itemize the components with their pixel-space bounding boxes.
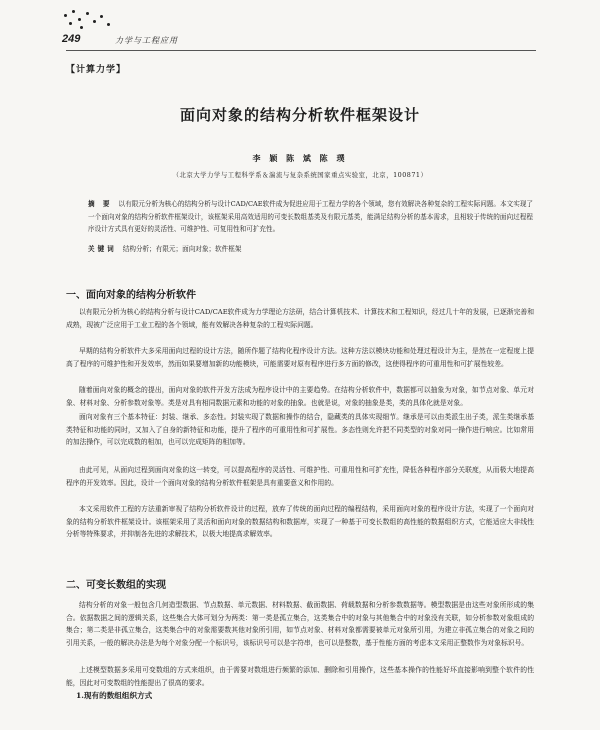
header-decoration-icon	[60, 6, 180, 36]
body-paragraph: 随着面向对象的概念的提出，面向对象的软件开发方法成为程序设计中的主要趋势。在结构分析软件中，数据都可以抽象为对象，如节点对象、单元对象、材料对象、分析参数对象等。类是对具有相同数据元素和功能的对象的抽象。也就是说，对象的抽象是类，类的具体化就是对象。	[66, 386, 534, 407]
body-paragraph: 由此可见，从面向过程到面向对象的这一转变，可以提高程序的灵活性、可维护性、可重用性和可扩充性，降低各种程序部分关联度，从而极大地提高程序的开发效率。因此，设计一个面向对象的结构分析软件框架是具有重要意义和作用的。	[66, 466, 534, 487]
column-tag: 【计算力学】	[66, 65, 127, 75]
section-heading: 一、面向对象的结构分析软件	[66, 290, 196, 301]
keywords	[88, 243, 533, 253]
subsection-heading: 1.现有的数组组织方式	[76, 691, 153, 700]
body-paragraph: 本文采用软件工程的方法重新审视了结构分析软件设计的过程，放弃了传统的面向过程的编程结构，采用面向对象的程序设计方法，实现了一个面向对象的结构分析软件框架设计。该框架采用了灵活和面向对象的数据结构和数据库，实现了一种基于可变长数组的高性能的数据组织方式，它能适应大非线性分析等特殊要求，并抑制各先进的求解技术，以极大地提高求解效率。	[66, 505, 534, 539]
authors: 李 颖 陈 斌 陈 璞	[252, 153, 348, 163]
body-paragraph: 结构分析的对象一般包含几何造型数据、节点数据、单元数据、材料数据、截面数据、荷载数据和分析参数数据等。模型数据是由这些对象所形成的集合。依据数据之间的逻辑关系，这些集合大体可划分为两类：第一类是孤立集合，这类集合中的对象与其他集合中的对象没有关联，如分析参数对象组成的集合；第二类是非孤立集合，这类集合中的对象需要数其他对象所引用，如节点对象、材料对象都需要被单元对象所引用，为建立非孤立集合的对象之间的引用关系，一般的解决办法是为每个对象分配一个标识号，该标识号可以是字符串，也可以是整数，基于性能方面的考虑本文采用正整数作为对象标识号。	[66, 601, 534, 647]
keywords-text: 结构分析；有限元；面向对象；软件框架	[122, 245, 242, 253]
body-paragraph: 以有限元分析为核心的结构分析与设计CAD/CAE软件成为力学理论方法研，结合计算机技术、计算技术和工程知识，经过几十年的发展，已逐渐完善和成熟，现被广泛应用于工业工程的各个领域，能有效解决各种复杂的工程实际问题。	[66, 308, 534, 329]
body-paragraph: 上述模型数据多采用可变数组的方式来组织，由于需要对数组进行频繁的添加、删除和引用操作，这些基本操作的性能好坏直接影响到整个软件的性能，因此对可变数组的性能提出了很高的要求。	[66, 666, 534, 687]
keywords-label: 关键词	[88, 245, 117, 253]
paper-title: 面向对象的结构分析软件框架设计	[179, 106, 420, 124]
body-paragraph: 面向对象有三个基本特征：封装、继承、多态性。封装实现了数据和操作的结合，隐藏类的具体实现细节。继承是可以由类派生出子类，派生类继承基类特征和功能的同时，又加入了自身的新特征和功能，提升了程序的可重用性和可扩展性。多态性则允许把不同类型的对象对同一操作进行响应。比如常用的加法操作，可以完成数的相加，也可以完成矩阵的相加等。	[66, 413, 534, 447]
header-divider	[66, 50, 536, 51]
abstract-text: 以有限元分析为核心的结构分析与设计CAD/CAE软件成为促进应用于工程力学的各个领域，您有效解决各种复杂的工程实际问题。本文实现了一个面向对象的结构分析软件框架设计，该框架采用高效适用的可变长数组基类及有限元基类，能满足结构分析的基本需求，且相较于传统的面向过程程序设计方式具有更好的灵活性、可维护性、可复用性和可扩充性。	[88, 200, 534, 233]
affiliation: （北京大学力学与工程科学系＆湍流与复杂系统国家重点实验室，北京，100871）	[172, 171, 428, 179]
page-number: 249	[62, 33, 81, 45]
abstract-label: 摘 要	[88, 200, 113, 208]
running-header: 力学与工程应用	[115, 36, 178, 45]
section-heading: 二、可变长数组的实现	[66, 580, 166, 591]
abstract	[88, 198, 533, 236]
body-paragraph: 早期的结构分析软件大多采用面向过程的设计方法，随所作题了结构化程序设计方法。这种方法以模块功能和处理过程设计为主，是然在一定程度上提高了程序的可维护性和开发效率，然而如果要增加新的功能模块，可能需要对原有程序进行多方面的修改，这使得程序的可重用性和可扩展性较差。	[66, 347, 534, 368]
